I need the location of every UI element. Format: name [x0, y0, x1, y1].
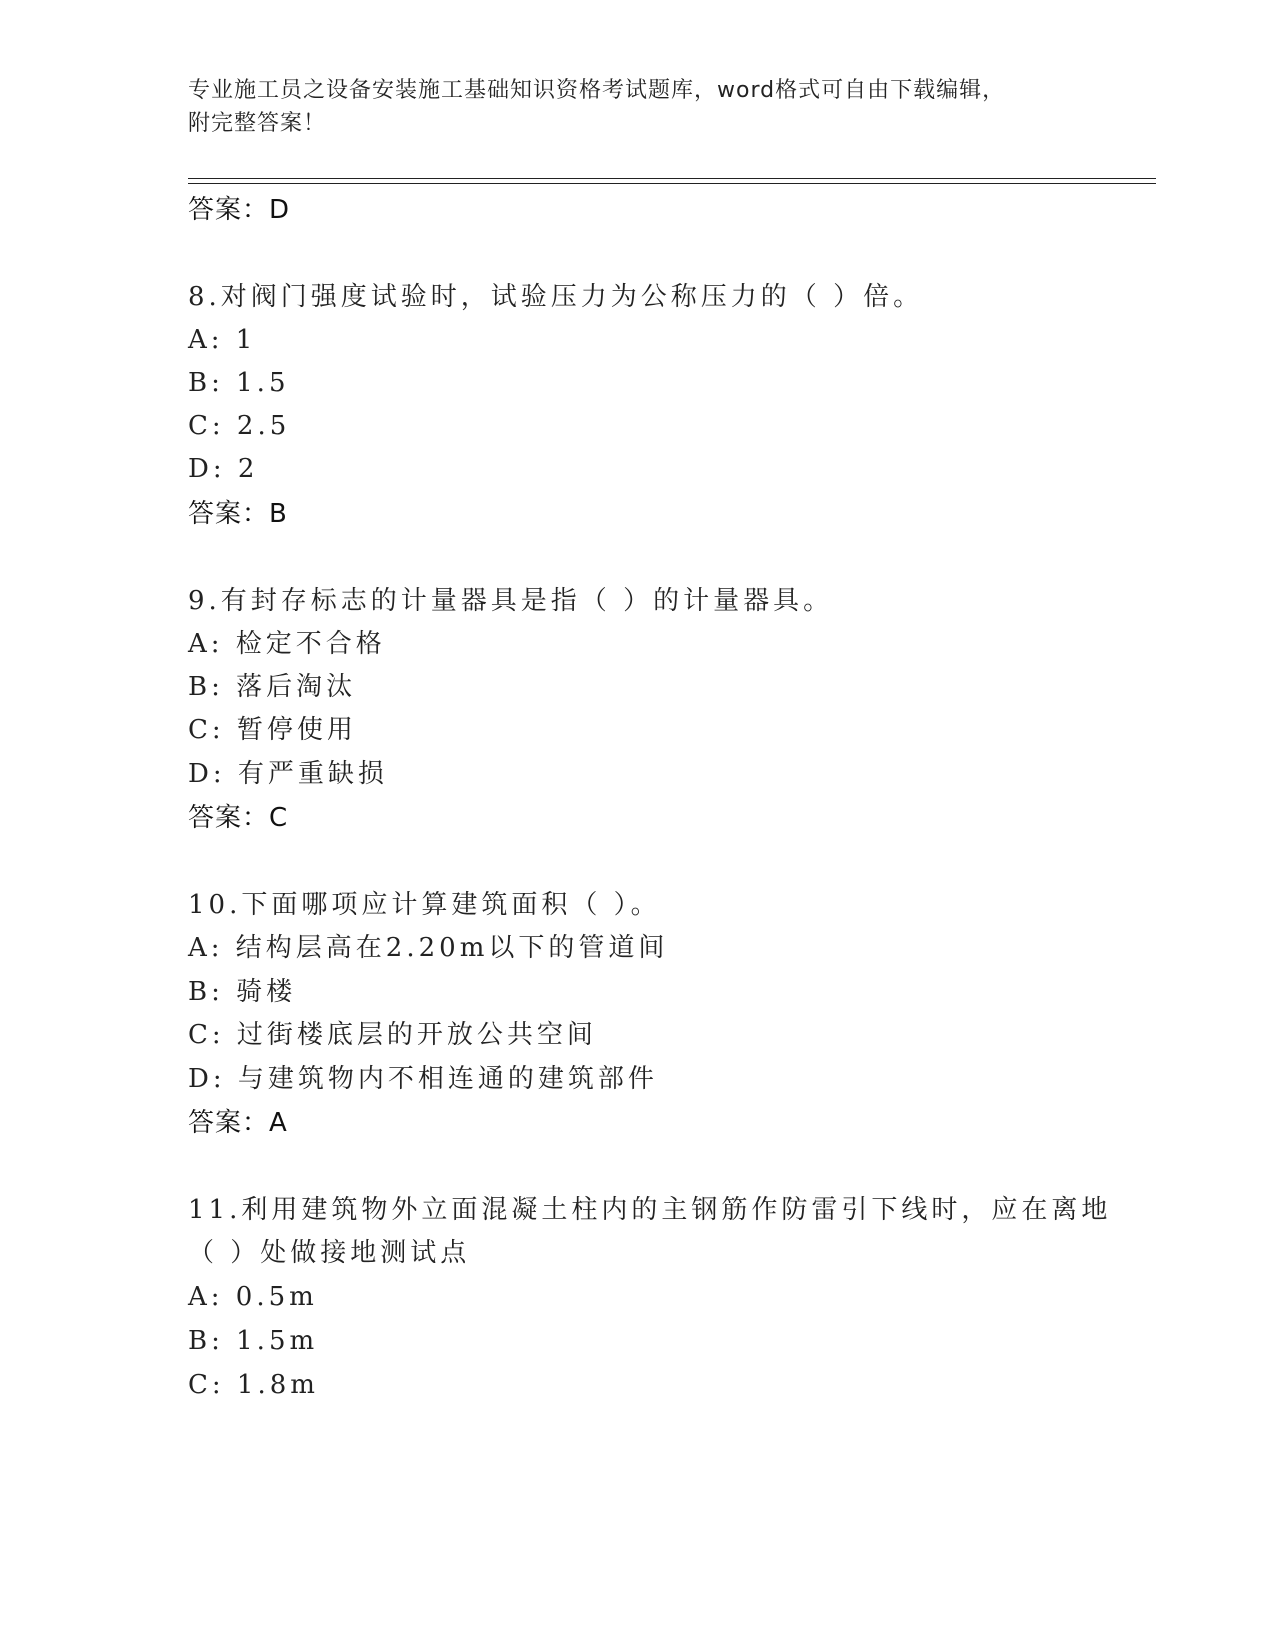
- question-10-option-c: C: 过街楼底层的开放公共空间: [188, 1020, 597, 1050]
- header-line-1: 专业施工员之设备安装施工基础知识资格考试题库，word格式可自由下载编辑，: [188, 78, 1006, 103]
- question-8-option-a: A: 1: [188, 325, 257, 355]
- question-8-option-b: B: 1.5: [188, 368, 290, 398]
- question-10-option-d: D: 与建筑物内不相连通的建筑部件: [188, 1064, 658, 1094]
- question-9-answer: 答案：C: [188, 803, 289, 833]
- question-10-option-a: A: 结构层高在2.20m以下的管道间: [188, 933, 669, 963]
- header-line-2: 附完整答案！: [188, 111, 327, 136]
- question-11-stem-line-2: （ ）处做接地测试点: [188, 1238, 471, 1268]
- question-8-option-c: C: 2.5: [188, 411, 291, 441]
- question-11-option-c: C: 1.8m: [188, 1370, 319, 1400]
- question-11-stem-line-1: 11.利用建筑物外立面混凝土柱内的主钢筋作防雷引下线时，应在离地: [188, 1195, 1112, 1225]
- question-9-stem: 9.有封存标志的计量器具是指（ ）的计量器具。: [188, 586, 834, 616]
- question-9-option-c: C: 暂停使用: [188, 715, 357, 745]
- question-10-stem: 10.下面哪项应计算建筑面积（ ）。: [188, 890, 661, 920]
- question-9-option-a: A: 检定不合格: [188, 629, 386, 659]
- question-10-option-b: B: 骑楼: [188, 977, 297, 1007]
- header-divider-bottom: [188, 183, 1156, 184]
- question-8-answer: 答案：B: [188, 499, 288, 529]
- question-8-stem: 8.对阀门强度试验时，试验压力为公称压力的（ ）倍。: [188, 282, 924, 312]
- question-9-option-b: B: 落后淘汰: [188, 672, 357, 702]
- question-10-answer: 答案：A: [188, 1108, 288, 1138]
- question-11-option-b: B: 1.5m: [188, 1326, 319, 1356]
- answer-previous: 答案：D: [188, 195, 291, 225]
- document-header: [188, 74, 1068, 140]
- question-8-option-d: D: 2: [188, 454, 259, 484]
- question-11-option-a: A: 0.5m: [188, 1282, 318, 1312]
- question-9-option-d: D: 有严重缺损: [188, 759, 388, 789]
- header-divider-top: [188, 178, 1156, 179]
